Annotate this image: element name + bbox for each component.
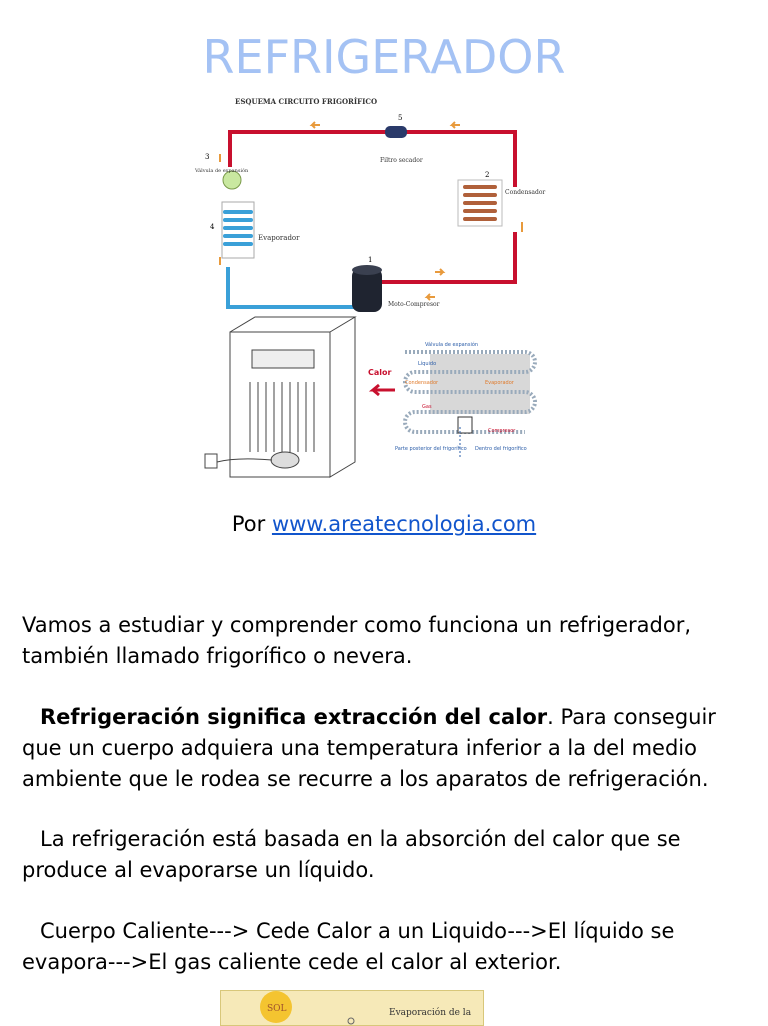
paragraph-intro: Vamos a estudiar y comprender como funciona un refrigerador, también llamado frigorífico o nevera. bbox=[22, 613, 692, 668]
refrigeration-circuit-figure bbox=[190, 92, 550, 492]
definition-bold: Refrigeración significa extracción del calor bbox=[40, 705, 548, 729]
svg-text:Condensador: Condensador bbox=[405, 380, 439, 386]
source-link[interactable]: www.areatecnologia.com bbox=[271, 512, 537, 536]
page-title: REFRIGERADOR bbox=[202, 30, 566, 84]
flow-arrow bbox=[452, 122, 460, 128]
svg-text:Calor: Calor bbox=[368, 368, 392, 377]
hot-line-top bbox=[230, 132, 515, 187]
heat-arrow-icon bbox=[373, 385, 395, 395]
svg-text:2: 2 bbox=[485, 171, 490, 179]
flow-arrow bbox=[427, 294, 435, 300]
definition-rest: . Para conseguir que un cuerpo adquiera una temperatura inferior a la del medio ambiente que le rodea se recurre a los aparatos de refrigeración. bbox=[22, 705, 716, 791]
hot-line-right bbox=[360, 232, 515, 282]
svg-text:5: 5 bbox=[398, 114, 403, 122]
svg-text:Condensador: Condensador bbox=[505, 189, 546, 196]
svg-text:Compresor: Compresor bbox=[488, 428, 516, 434]
svg-text:Válvula de expansión: Válvula de expansión bbox=[195, 168, 249, 174]
flow-arrow bbox=[312, 122, 320, 128]
svg-text:SOL: SOL bbox=[267, 1004, 287, 1014]
schematic-diagram bbox=[368, 341, 535, 457]
paragraph-process: Cuerpo Caliente---> Cede Calor a un Liquido--->El líquido se evapora--->El gas caliente cede el calor al exterior. bbox=[22, 919, 675, 974]
evaporator-icon bbox=[222, 202, 254, 258]
byline bbox=[0, 512, 768, 536]
cold-line bbox=[228, 267, 355, 307]
svg-text:Líquido: Líquido bbox=[418, 361, 437, 367]
svg-text:Gas: Gas bbox=[422, 404, 432, 410]
svg-text:Evaporador: Evaporador bbox=[258, 234, 300, 242]
paragraph-absorption: La refrigeración está basada en la absorción del calor que se produce al evaporarse un líquido. bbox=[22, 827, 681, 882]
flow-arrow bbox=[435, 269, 443, 275]
svg-text:Parte posterior del frigorífic: Parte posterior del frigorífico bbox=[395, 446, 467, 452]
fridge-sketch bbox=[205, 317, 355, 477]
svg-text:Dentro del frigorífico: Dentro del frigorífico bbox=[475, 446, 527, 452]
figure-heading: ESQUEMA CIRCUITO FRIGORÍFICO bbox=[235, 97, 378, 106]
svg-text:Evaporación de la: Evaporación de la bbox=[389, 1008, 472, 1018]
svg-text:Filtro secador: Filtro secador bbox=[380, 157, 423, 164]
svg-text:Válvula de expansión: Válvula de expansión bbox=[425, 342, 479, 348]
svg-text:3: 3 bbox=[205, 153, 210, 161]
byline-prefix: Por bbox=[231, 512, 272, 536]
compressor-box-icon bbox=[458, 417, 472, 433]
compressor-icon bbox=[352, 265, 382, 312]
sun-evaporation-figure bbox=[220, 990, 484, 1026]
svg-text:Moto-Compresor: Moto-Compresor bbox=[388, 301, 440, 308]
filter-dryer-icon bbox=[385, 126, 407, 138]
svg-text:1: 1 bbox=[368, 256, 373, 264]
svg-text:Evaporador: Evaporador bbox=[485, 380, 514, 386]
svg-text:4: 4 bbox=[210, 223, 215, 231]
condenser-icon bbox=[458, 180, 502, 226]
paragraph-definition bbox=[22, 702, 752, 795]
